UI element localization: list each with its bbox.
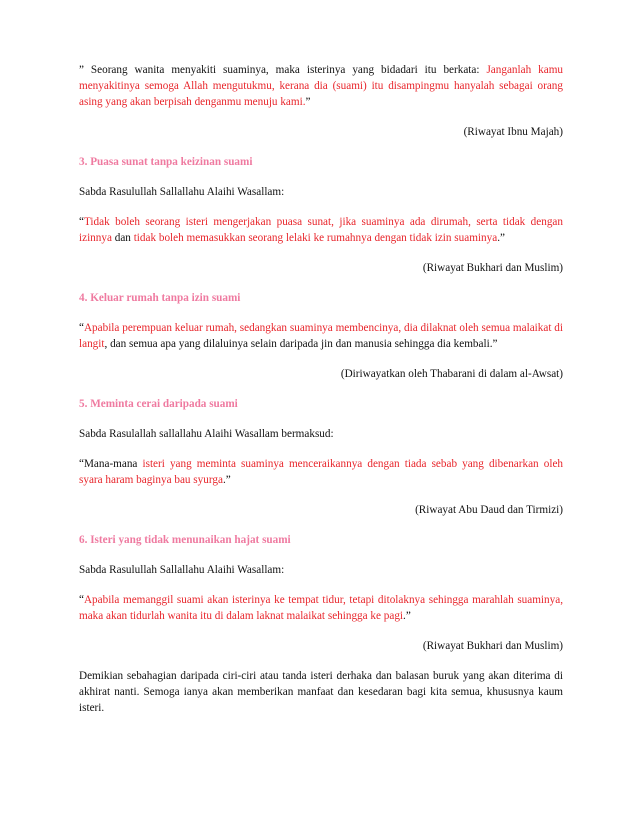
quote-5 xyxy=(79,456,563,488)
quote-6 xyxy=(79,592,563,624)
quote-3 xyxy=(79,214,563,246)
quote-4-open: “ xyxy=(79,322,84,334)
quote-6-open: “ xyxy=(79,594,84,606)
reference-3: (Riwayat Bukhari dan Muslim) xyxy=(422,262,563,274)
document-body xyxy=(79,62,563,716)
quote-3-open: “ xyxy=(79,216,84,228)
quote-4-red: Apabila perempuan keluar rumah, sedangkan suaminya membencinya, dia dilaknat oleh semua malaikat di langit xyxy=(79,322,563,350)
quote-3-mid: dan xyxy=(111,232,134,244)
quote-5-close: .” xyxy=(222,474,231,486)
intro-5: Sabda Rasulallah sallallahu Alaihi Wasallam bermaksud: xyxy=(79,428,334,440)
heading-3: 3. Puasa sunat tanpa keizinan suami xyxy=(79,156,253,168)
quote-4 xyxy=(79,320,563,352)
closing-paragraph: Demikian sebahagian daripada ciri-ciri atau tanda isteri derhaka dan balasan buruk yang akan diterima di akhirat nanti. Semoga ianya akan memberikan manfaat dan kesedaran bagi kita semua, khususnya kaum isteri. xyxy=(79,670,563,714)
quote-6-red: Apabila memanggil suami akan isterinya ke tempat tidur, tetapi ditolaknya sehingga marahlah suaminya, maka akan tidurlah wanita itu di dalam laknat malaikat sehingga ke pagi xyxy=(79,594,563,622)
quote-3-red-2: tidak boleh memasukkan seorang lelaki ke rumahnya dengan tidak izin suaminya xyxy=(133,232,498,244)
heading-6: 6. Isteri yang tidak menunaikan hajat suami xyxy=(79,534,291,546)
reference-6: (Riwayat Bukhari dan Muslim) xyxy=(422,640,563,652)
quote-5-open: “Mana-mana xyxy=(79,458,143,470)
heading-5: 5. Meminta cerai daripada suami xyxy=(79,398,238,410)
intro-6: Sabda Rasulullah Sallallahu Alaihi Wasallam: xyxy=(79,564,285,576)
quote-6-close: .” xyxy=(403,610,411,622)
quote-4-rest: , dan semua apa yang dilaluinya selain daripada jin dan manusia sehingga dia kembali.” xyxy=(104,338,498,350)
reference-4: (Diriwayatkan oleh Thabarani di dalam al-Awsat) xyxy=(340,368,563,380)
heading-4: 4. Keluar rumah tanpa izin suami xyxy=(79,292,241,304)
reference-1: (Riwayat Ibnu Majah) xyxy=(463,126,563,138)
intro-3: Sabda Rasulullah Sallallahu Alaihi Wasallam: xyxy=(79,186,285,198)
quote-1 xyxy=(79,62,563,110)
quote-3-close: .” xyxy=(497,232,505,244)
quote-1-lead: ” Seorang wanita menyakiti suaminya, maka isterinya yang bidadari itu berkata: xyxy=(79,64,487,76)
reference-5: (Riwayat Abu Daud dan Tirmizi) xyxy=(415,504,563,516)
quote-1-red: Janganlah kamu menyakitinya semoga Allah mengutukmu, kerana dia (suami) itu disampingmu hanyalah sebagai orang asing yang akan berpisah denganmu menuju kami. xyxy=(79,64,563,108)
quote-5-red: isteri yang meminta suaminya menceraikannya dengan tiada sebab yang dibenarkan oleh syara haram baginya bau syurga xyxy=(79,458,563,486)
quote-1-close: ” xyxy=(305,96,311,108)
quote-3-red-1: Tidak boleh seorang isteri mengerjakan puasa sunat, jika suaminya ada dirumah, serta tidak dengan izinnya xyxy=(79,216,563,244)
